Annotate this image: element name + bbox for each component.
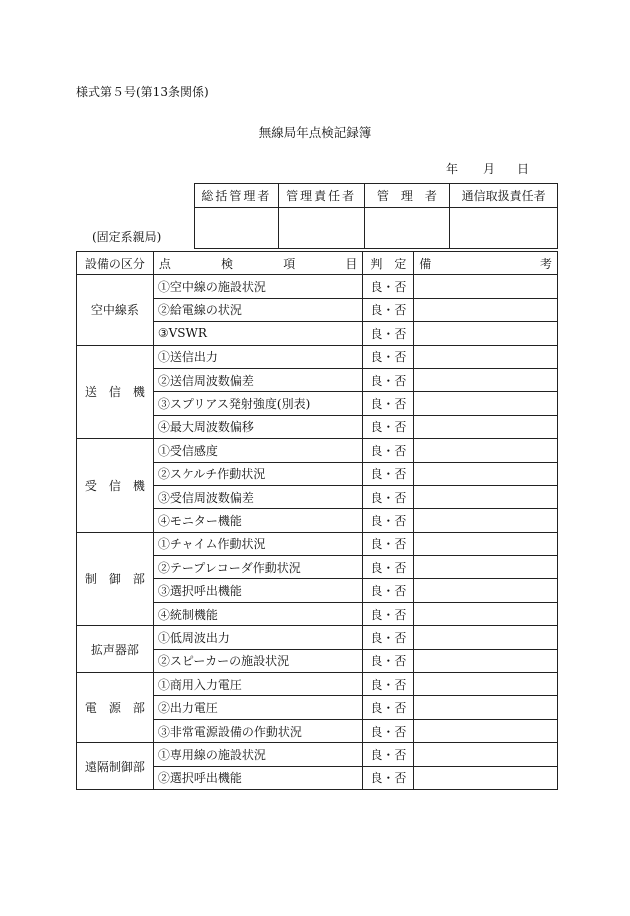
header-remarks: 備 考 [414, 252, 558, 275]
table-row [77, 345, 558, 368]
month-label: 月 [483, 162, 496, 176]
judgment-cell[interactable]: 良・否 [363, 579, 414, 602]
inspection-item: ①専用線の施設状況 [153, 743, 363, 766]
inspection-item: ④統制機能 [153, 602, 363, 625]
remarks-cell[interactable] [414, 579, 558, 602]
signature-box[interactable] [278, 208, 364, 249]
signature-box[interactable] [364, 208, 450, 249]
inspection-item: ④モニター機能 [153, 509, 363, 532]
day-label: 日 [517, 162, 530, 176]
remarks-cell[interactable] [414, 602, 558, 625]
inspection-table [76, 251, 558, 790]
inspection-item: ④最大周波数偏移 [153, 415, 363, 438]
category-cell: 制 御 部 [77, 532, 154, 626]
judgment-cell[interactable]: 良・否 [363, 766, 414, 789]
table-row [77, 532, 558, 555]
header-judgment: 判 定 [363, 252, 414, 275]
judgment-cell[interactable]: 良・否 [363, 673, 414, 696]
table-header-row [77, 252, 558, 275]
judgment-cell[interactable]: 良・否 [363, 368, 414, 391]
category-cell: 送 信 機 [77, 345, 154, 439]
inspection-item: ③選択呼出機能 [153, 579, 363, 602]
category-cell: 空中線系 [77, 275, 154, 345]
judgment-cell[interactable]: 良・否 [363, 556, 414, 579]
remarks-cell[interactable] [414, 509, 558, 532]
inspection-item: ①受信感度 [153, 439, 363, 462]
remarks-cell[interactable] [414, 322, 558, 345]
table-row [77, 743, 558, 766]
remarks-cell[interactable] [414, 345, 558, 368]
remarks-cell[interactable] [414, 673, 558, 696]
inspection-item: ③受信周波数偏差 [153, 485, 363, 508]
remarks-cell[interactable] [414, 766, 558, 789]
judgment-cell[interactable]: 良・否 [363, 485, 414, 508]
judgment-cell[interactable]: 良・否 [363, 298, 414, 321]
remarks-cell[interactable] [414, 719, 558, 742]
document-title: 無線局年点検記録簿 [258, 125, 372, 140]
judgment-cell[interactable]: 良・否 [363, 392, 414, 415]
table-row [77, 626, 558, 649]
station-type-label: (固定系親局) [92, 230, 162, 244]
judgment-cell[interactable]: 良・否 [363, 415, 414, 438]
remarks-cell[interactable] [414, 415, 558, 438]
remarks-cell[interactable] [414, 743, 558, 766]
inspection-item: ②スピーカーの施設状況 [153, 649, 363, 672]
inspection-item: ②テープレコーダ作動状況 [153, 556, 363, 579]
remarks-cell[interactable] [414, 556, 558, 579]
form-number-label: 様式第５号(第13条関係) [76, 85, 209, 99]
judgment-cell[interactable]: 良・否 [363, 462, 414, 485]
year-label: 年 [446, 162, 459, 176]
header-item: 点 検 項 目 [153, 252, 363, 275]
judgment-cell[interactable]: 良・否 [363, 649, 414, 672]
category-cell: 電 源 部 [77, 673, 154, 743]
inspection-item: ①低周波出力 [153, 626, 363, 649]
remarks-cell[interactable] [414, 368, 558, 391]
judgment-cell[interactable]: 良・否 [363, 602, 414, 625]
table-row [77, 673, 558, 696]
inspection-item: ①商用入力電圧 [153, 673, 363, 696]
inspection-item: ③VSWR [153, 322, 363, 345]
judgment-cell[interactable]: 良・否 [363, 439, 414, 462]
table-row [77, 275, 558, 298]
judgment-cell[interactable]: 良・否 [363, 275, 414, 298]
remarks-cell[interactable] [414, 626, 558, 649]
inspection-item: ①空中線の施設状況 [153, 275, 363, 298]
judgment-cell[interactable]: 良・否 [363, 696, 414, 719]
inspection-item: ②給電線の状況 [153, 298, 363, 321]
remarks-cell[interactable] [414, 462, 558, 485]
remarks-cell[interactable] [414, 532, 558, 555]
remarks-cell[interactable] [414, 392, 558, 415]
inspection-item: ③スプリアス発射強度(別表) [153, 392, 363, 415]
signature-header: 通信取扱責任者 [450, 184, 558, 208]
table-row [77, 439, 558, 462]
inspection-item: ①送信出力 [153, 345, 363, 368]
judgment-cell[interactable]: 良・否 [363, 322, 414, 345]
category-cell: 遠隔制御部 [77, 743, 154, 790]
remarks-cell[interactable] [414, 298, 558, 321]
date-line [0, 160, 630, 176]
inspection-item: ②選択呼出機能 [153, 766, 363, 789]
judgment-cell[interactable]: 良・否 [363, 743, 414, 766]
judgment-cell[interactable]: 良・否 [363, 626, 414, 649]
judgment-cell[interactable]: 良・否 [363, 719, 414, 742]
inspection-item: ②出力電圧 [153, 696, 363, 719]
signature-header: 管理責任者 [278, 184, 364, 208]
category-cell: 受 信 機 [77, 439, 154, 533]
signature-header: 総括管理者 [195, 184, 279, 208]
signature-box[interactable] [195, 208, 279, 249]
inspection-item: ②スケルチ作動状況 [153, 462, 363, 485]
signature-table [194, 183, 558, 249]
remarks-cell[interactable] [414, 696, 558, 719]
remarks-cell[interactable] [414, 485, 558, 508]
inspection-item: ②送信周波数偏差 [153, 368, 363, 391]
remarks-cell[interactable] [414, 439, 558, 462]
remarks-cell[interactable] [414, 275, 558, 298]
header-category: 設備の区分 [77, 252, 154, 275]
remarks-cell[interactable] [414, 649, 558, 672]
inspection-item: ③非常電源設備の作動状況 [153, 719, 363, 742]
signature-box[interactable] [450, 208, 558, 249]
judgment-cell[interactable]: 良・否 [363, 532, 414, 555]
inspection-item: ①チャイム作動状況 [153, 532, 363, 555]
category-cell: 拡声器部 [77, 626, 154, 673]
signature-header: 管 理 者 [364, 184, 450, 208]
judgment-cell[interactable]: 良・否 [363, 509, 414, 532]
judgment-cell[interactable]: 良・否 [363, 345, 414, 368]
